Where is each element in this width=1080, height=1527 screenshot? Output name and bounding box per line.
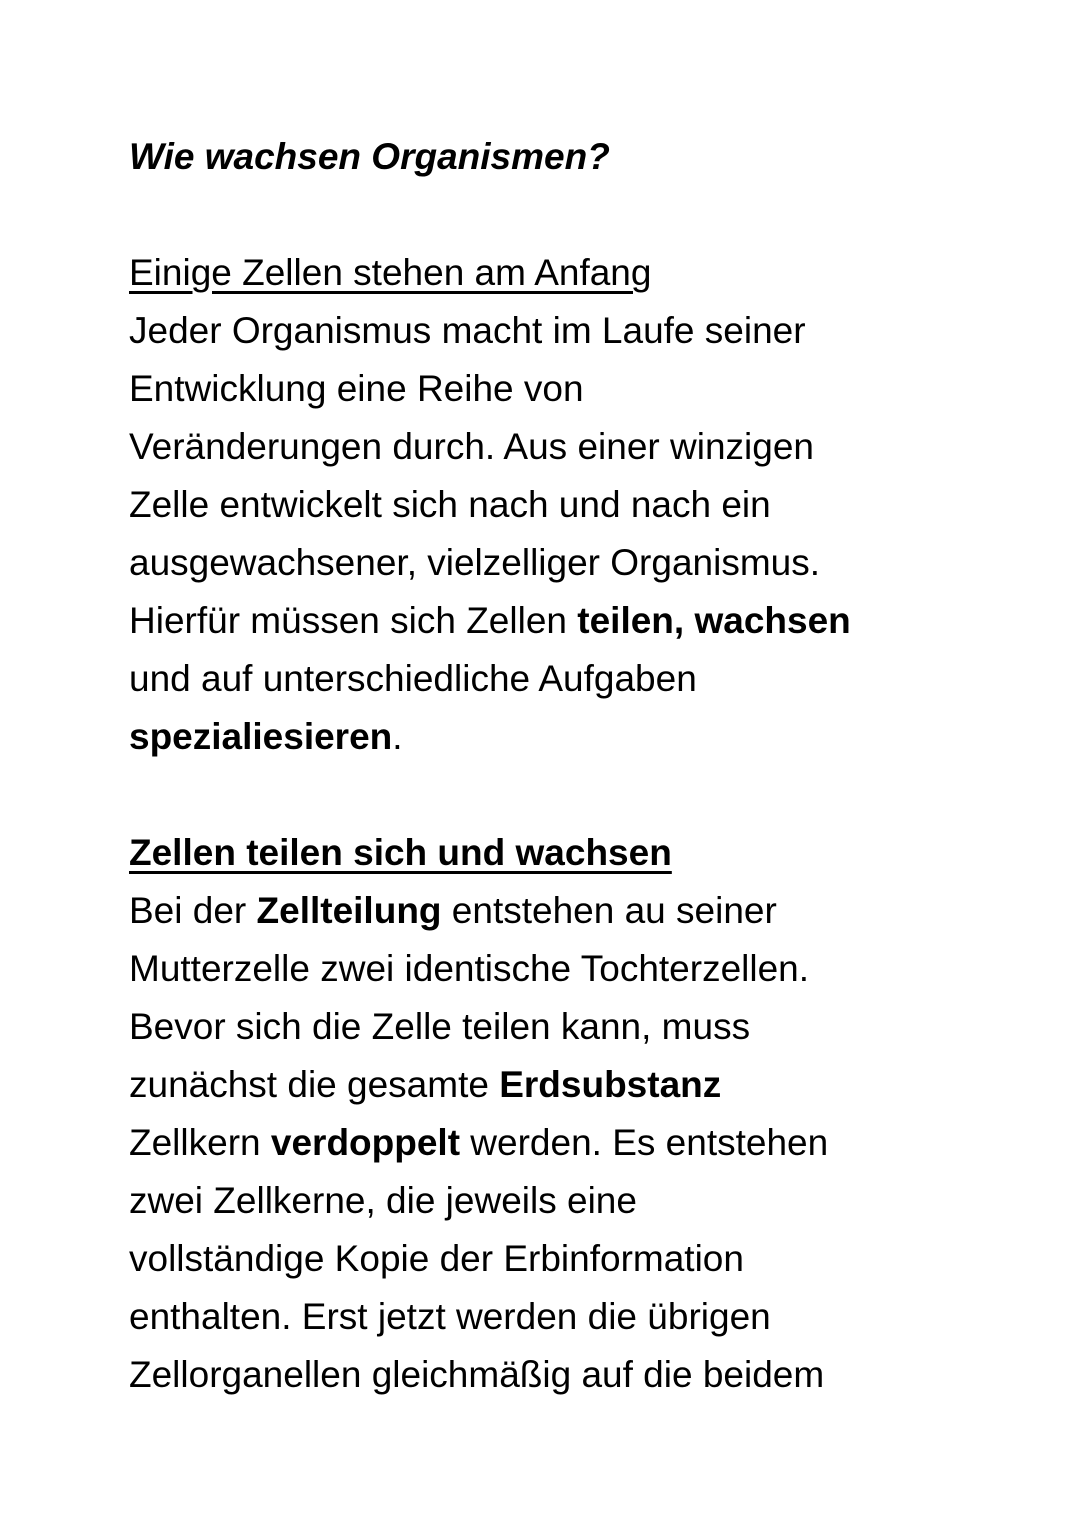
bold-term: Erdsubstanz — [499, 1064, 722, 1105]
text-line — [129, 360, 1009, 418]
text-line — [129, 650, 1009, 708]
section-einige-zellen — [129, 244, 1009, 766]
text-line — [129, 1288, 1009, 1346]
text-run: zwei Zellkerne, die jeweils eine — [129, 1180, 637, 1221]
text-run: Bevor sich die Zelle teilen kann, muss — [129, 1006, 751, 1047]
text-run: werden. Es entstehen — [460, 1122, 829, 1163]
text-line — [129, 476, 1009, 534]
section-body — [129, 882, 1009, 1404]
section-heading: Einige Zellen stehen am Anfang — [129, 252, 652, 293]
text-run: Veränderungen durch. Aus einer winzigen — [129, 426, 814, 467]
text-run: Zelle entwickelt sich nach und nach ein — [129, 484, 771, 525]
document-page — [129, 128, 1009, 1404]
bold-term: verdoppelt — [270, 1122, 461, 1163]
text-run: Zellorganellen gleichmäßig auf die beidem — [129, 1354, 825, 1395]
text-run: zunächst die gesamte — [129, 1064, 500, 1105]
text-run: Hierfür müssen sich Zellen — [129, 600, 578, 641]
text-line — [129, 418, 1009, 476]
text-line — [129, 882, 1009, 940]
text-run: Zellkern — [129, 1122, 271, 1163]
text-line — [129, 1172, 1009, 1230]
text-run: enthalten. Erst jetzt werden die übrigen — [129, 1296, 771, 1337]
text-line — [129, 1346, 1009, 1404]
text-line — [129, 708, 1009, 766]
text-line — [129, 534, 1009, 592]
spacer — [129, 186, 1009, 244]
section-heading: Zellen teilen sich und wachsen — [129, 832, 672, 873]
text-run: Jeder Organismus macht im Laufe seiner — [129, 310, 806, 351]
text-run: ausgewachsener, vielzelliger Organismus. — [129, 542, 821, 583]
text-line — [129, 302, 1009, 360]
spacer — [129, 766, 1009, 824]
text-line — [129, 1230, 1009, 1288]
text-run: Bei der — [129, 890, 257, 931]
section-body — [129, 302, 1009, 766]
text-line — [129, 998, 1009, 1056]
document-title: Wie wachsen Organismen? — [129, 136, 610, 177]
bold-term: teilen, wachsen — [577, 600, 851, 641]
bold-term: spezialiesieren — [129, 716, 393, 757]
text-run: und auf unterschiedliche Aufgaben — [129, 658, 697, 699]
text-run: vollständige Kopie der Erbinformation — [129, 1238, 744, 1279]
text-line — [129, 1056, 1009, 1114]
text-line — [129, 592, 1009, 650]
text-line — [129, 940, 1009, 998]
text-run: Entwicklung eine Reihe von — [129, 368, 584, 409]
text-run: entstehen au seiner — [441, 890, 777, 931]
text-line — [129, 1114, 1009, 1172]
bold-term: Zellteilung — [256, 890, 442, 931]
section-zellen-teilen — [129, 824, 1009, 1404]
text-run: Mutterzelle zwei identische Tochterzellen. — [129, 948, 810, 989]
text-run: . — [392, 716, 403, 757]
